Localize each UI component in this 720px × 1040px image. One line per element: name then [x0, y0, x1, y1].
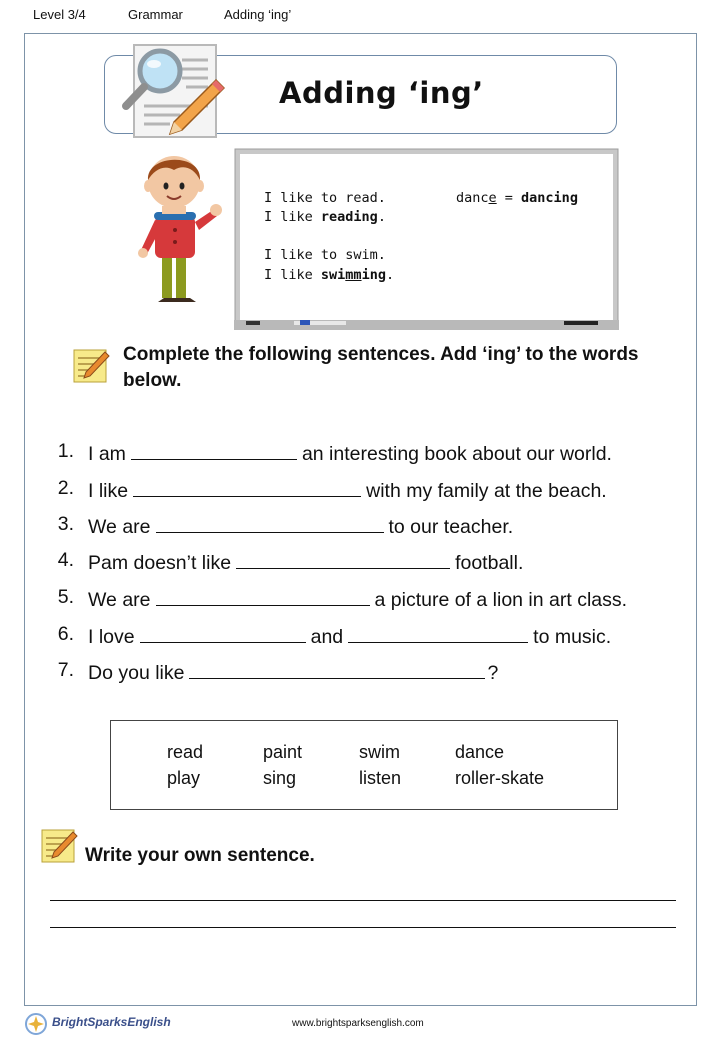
task-instruction-2: Write your own sentence. — [85, 845, 315, 866]
answer-blank[interactable] — [156, 586, 370, 606]
answer-blank[interactable] — [140, 623, 306, 643]
page-title: Adding ‘ing’ — [279, 76, 484, 110]
word-item: read — [167, 742, 204, 762]
subject-label: Grammar — [128, 7, 183, 22]
board-line-2: I like reading. — [264, 209, 386, 225]
word-item: dance — [455, 742, 505, 762]
writing-line[interactable] — [50, 900, 676, 901]
brand-name: BrightSparksEnglish — [52, 1015, 171, 1029]
answer-blank[interactable] — [131, 440, 297, 460]
word-item: listen — [359, 768, 402, 788]
footer-url[interactable]: www.brightsparksenglish.com — [292, 1018, 424, 1029]
answer-blank[interactable] — [189, 659, 485, 679]
board-rule: dance = dancing — [456, 190, 578, 206]
task-instruction-1: Complete the following sentences. Add ‘ing’ to the words below. — [123, 344, 639, 391]
word-bank — [110, 720, 618, 810]
brightsparks-logo-icon — [24, 1012, 48, 1036]
note-pencil-icon — [72, 346, 110, 384]
level-label: Level 3/4 — [33, 7, 86, 22]
answer-blank[interactable] — [133, 477, 361, 497]
answer-blank[interactable] — [236, 549, 450, 569]
board-line-3: I like to swim. — [264, 247, 386, 263]
word-item: sing — [263, 768, 297, 788]
word-item: play — [167, 768, 201, 788]
topic-label: Adding ‘ing’ — [224, 7, 292, 22]
boy-illustration — [128, 150, 224, 302]
word-item: swim — [359, 742, 400, 762]
board-line-4: I like swimming. — [264, 267, 395, 283]
whiteboard — [234, 148, 619, 330]
answer-blank[interactable] — [348, 623, 528, 643]
page-header — [0, 7, 720, 25]
word-item: roller-skate — [455, 768, 545, 788]
note-pencil-icon — [40, 826, 78, 864]
answer-blank[interactable] — [156, 513, 384, 533]
word-item: paint — [263, 742, 303, 762]
board-line-1: I like to read. — [264, 190, 386, 206]
magnifier-document-icon — [120, 44, 225, 140]
writing-line[interactable] — [50, 927, 676, 928]
